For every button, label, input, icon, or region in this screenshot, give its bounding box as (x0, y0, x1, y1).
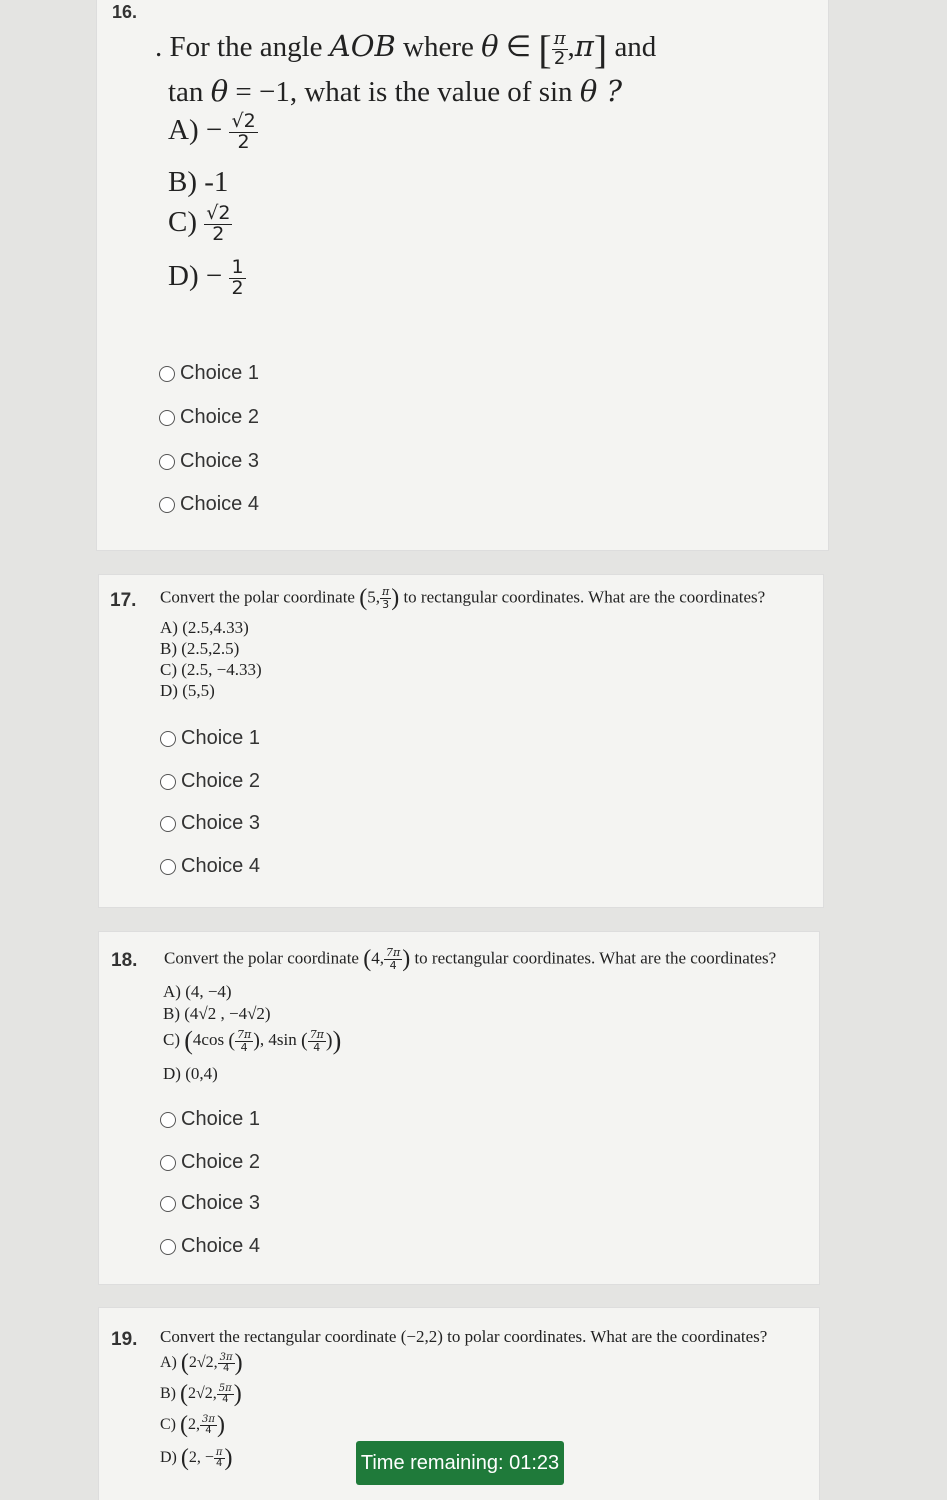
prompt-text: = −1, what is the value of sin (235, 76, 573, 108)
q18-option-c: C) (4cos ( $\frac{7\pi}{4}$ ), 4sin ( $\frac{7\pi}{4}$ )) (163, 1026, 342, 1055)
fraction-denominator: 2 (231, 276, 244, 299)
theta-symbol: θ (210, 74, 229, 108)
fraction-numerator: 7π (385, 946, 401, 960)
fraction-denominator: 4 (216, 1458, 223, 1469)
fraction-denominator: 2 (237, 130, 250, 153)
choice-label: Choice 4 (181, 855, 260, 877)
radio-button[interactable] (159, 454, 175, 470)
choice-label: Choice 1 (180, 362, 259, 384)
prompt-text: to rectangular coordinates. What are the coordinates? (414, 948, 777, 968)
q17-option-d: D) (5,5) (160, 681, 215, 700)
question-17-number: 17. (110, 590, 137, 611)
q19-option-a: A) (2√2, $\frac{3\pi}{4}$ ) (160, 1350, 243, 1376)
q19-option-b: B) (2√2, $\frac{5\pi}{4}$ ) (160, 1381, 242, 1407)
fraction-denominator: 4 (222, 1363, 230, 1374)
question-19-prompt: Convert the rectangular coordinate (−2,2) to polar coordinates. What are the coordinates? (160, 1327, 768, 1346)
radio-button[interactable] (159, 366, 175, 382)
option-label: C) (160, 1416, 176, 1434)
sin-term: 4sin (268, 1029, 297, 1049)
fraction-denominator: 2 (553, 48, 566, 69)
choice-label: Choice 3 (180, 450, 259, 472)
fraction-numerator: π (553, 28, 566, 50)
coordinate-angle-fraction (384, 947, 402, 971)
coordinate-angle-fraction (380, 586, 391, 610)
option-label: D) (168, 260, 199, 293)
q16-option-a (168, 112, 258, 153)
option-label: B) (160, 1385, 176, 1403)
theta-symbol: θ ? (579, 74, 623, 108)
q18-option-b: B) (4√2 , −4√2) (163, 1004, 271, 1023)
fraction-denominator: 2 (212, 222, 225, 245)
q17-choice-1[interactable] (160, 727, 260, 750)
tan-function: tan (168, 76, 204, 108)
right-paren: ) (332, 1026, 342, 1055)
choice-label: Choice 1 (181, 727, 260, 749)
choice-label: Choice 2 (180, 406, 259, 428)
option-fraction (204, 204, 232, 245)
left-paren: ( (363, 946, 372, 972)
cos-term: 4cos (192, 1029, 225, 1049)
radio-button[interactable] (159, 410, 175, 426)
radio-button[interactable] (160, 1196, 176, 1212)
question-18-prompt (164, 946, 776, 973)
option-value: -1 (204, 166, 229, 198)
q16-choice-1[interactable] (159, 362, 259, 385)
angle-fraction (217, 1384, 234, 1406)
radio-button[interactable] (159, 497, 175, 513)
q16-choice-3[interactable] (159, 450, 259, 473)
radio-button[interactable] (160, 1112, 176, 1128)
angle-fraction (235, 1029, 253, 1053)
option-fraction (229, 258, 245, 299)
left-paren: ( (359, 585, 368, 611)
fraction-denominator: 4 (222, 1394, 229, 1405)
coordinate-r: 5, (367, 587, 380, 607)
element-of-symbol: ∈ (505, 31, 532, 64)
q17-choice-3[interactable] (160, 812, 260, 835)
question-17-prompt (160, 585, 765, 612)
interval-end: π (574, 29, 594, 64)
prompt-text: . For the angle (155, 31, 323, 64)
q17-option-a: A) (2.5,4.33) (160, 618, 249, 637)
fraction-numerator: √2 (231, 110, 256, 132)
angle-fraction (308, 1029, 326, 1053)
q17-option-b: B) (2.5,2.5) (160, 639, 240, 658)
question-16-prompt-line1: . For the angle AOB where θ ∈ [ $\frac{\pi}{2}$ ,π] and (155, 27, 657, 72)
q18-option-d: D) (0,4) (163, 1064, 218, 1083)
coordinate-r: 2, − (188, 1449, 214, 1467)
fraction-numerator: 3π (219, 1351, 233, 1363)
prompt-text: to rectangular coordinates. What are the coordinates? (403, 587, 766, 607)
radio-button[interactable] (160, 859, 176, 875)
fraction-denominator: 4 (313, 1040, 321, 1054)
radio-button[interactable] (160, 816, 176, 832)
q17-option-c: C) (2.5, −4.33) (160, 660, 262, 679)
fraction-numerator: √2 (206, 202, 231, 224)
coordinate-r: 2√2, (188, 1385, 217, 1403)
option-label: B) (168, 166, 197, 198)
fraction-numerator: 7π (237, 1027, 252, 1041)
angle-fraction (214, 1448, 225, 1470)
option-fraction (229, 112, 257, 153)
coordinate-r: 4, (371, 948, 384, 968)
radio-button[interactable] (160, 731, 176, 747)
left-bracket: [ (538, 27, 552, 72)
question-16-prompt-line2 (168, 74, 622, 109)
prompt-text: where (403, 31, 474, 64)
left-paren: ( (184, 1026, 193, 1055)
q17-choice-4[interactable] (160, 855, 260, 878)
q16-option-c (168, 204, 232, 245)
fraction-numerator: 3π (202, 1413, 215, 1425)
q16-choice-2[interactable] (159, 406, 259, 429)
angle-fraction (218, 1353, 235, 1375)
angle-name: AOB (329, 29, 396, 64)
fraction-denominator: 4 (240, 1040, 248, 1054)
fraction-numerator: π (215, 1446, 223, 1458)
minus-sign: − (205, 114, 223, 147)
theta-symbol: θ (481, 29, 499, 64)
choice-label: Choice 2 (181, 1151, 260, 1173)
right-paren: ) (391, 585, 400, 611)
choice-label: Choice 4 (180, 493, 259, 515)
q19-option-c: C) (2, $\frac{3\pi}{4}$ ) (160, 1412, 225, 1438)
fraction-denominator: 4 (205, 1425, 212, 1436)
choice-label: Choice 3 (181, 1192, 260, 1214)
option-label: A) (160, 1354, 177, 1372)
angle-fraction (200, 1415, 217, 1437)
choice-label: Choice 3 (181, 812, 260, 834)
coordinate-r: 2√2, (188, 1354, 218, 1372)
choice-label: Choice 4 (181, 1235, 260, 1257)
prompt-text: and (614, 31, 657, 64)
q18-choice-2[interactable] (160, 1151, 260, 1174)
coordinate-r: 2, (188, 1416, 200, 1434)
prompt-text: Convert the polar coordinate (160, 587, 355, 607)
option-label: D) (160, 1449, 177, 1467)
radio-button[interactable] (160, 774, 176, 790)
question-18-number: 18. (111, 950, 138, 971)
question-16-number: 16. (112, 2, 138, 22)
interval-fraction (552, 30, 568, 69)
minus-sign: − (205, 260, 223, 293)
q16-option-d (168, 258, 246, 299)
radio-button[interactable] (160, 1239, 176, 1255)
time-remaining-badge: Time remaining: 01:23 (356, 1441, 564, 1485)
q16-choice-4[interactable] (159, 493, 259, 516)
right-paren: ) (402, 946, 411, 972)
fraction-numerator: 5π (218, 1382, 232, 1394)
q17-choice-2[interactable] (160, 770, 260, 793)
choice-label: Choice 1 (181, 1108, 260, 1130)
q16-option-b (168, 166, 228, 199)
option-label: C) (163, 1029, 180, 1049)
q19-option-d: D) (2, − $\frac{\pi}{4}$ ) (160, 1445, 233, 1471)
q18-choice-3[interactable] (160, 1192, 260, 1215)
option-label: C) (168, 206, 197, 239)
q18-option-a: A) (4, −4) (163, 982, 232, 1001)
question-19-number: 19. (111, 1329, 138, 1350)
right-bracket: ] (593, 27, 608, 72)
fraction-numerator: π (381, 585, 390, 599)
q18-choice-4[interactable] (160, 1235, 260, 1258)
choice-label: Choice 2 (181, 770, 260, 792)
q18-choice-1[interactable] (160, 1108, 260, 1131)
fraction-denominator: 4 (389, 959, 397, 972)
prompt-text: Convert the polar coordinate (164, 948, 359, 968)
radio-button[interactable] (160, 1155, 176, 1171)
fraction-denominator: 3 (382, 598, 390, 611)
fraction-numerator: 1 (231, 256, 244, 278)
fraction-numerator: 7π (309, 1027, 324, 1041)
option-label: A) (168, 114, 199, 147)
